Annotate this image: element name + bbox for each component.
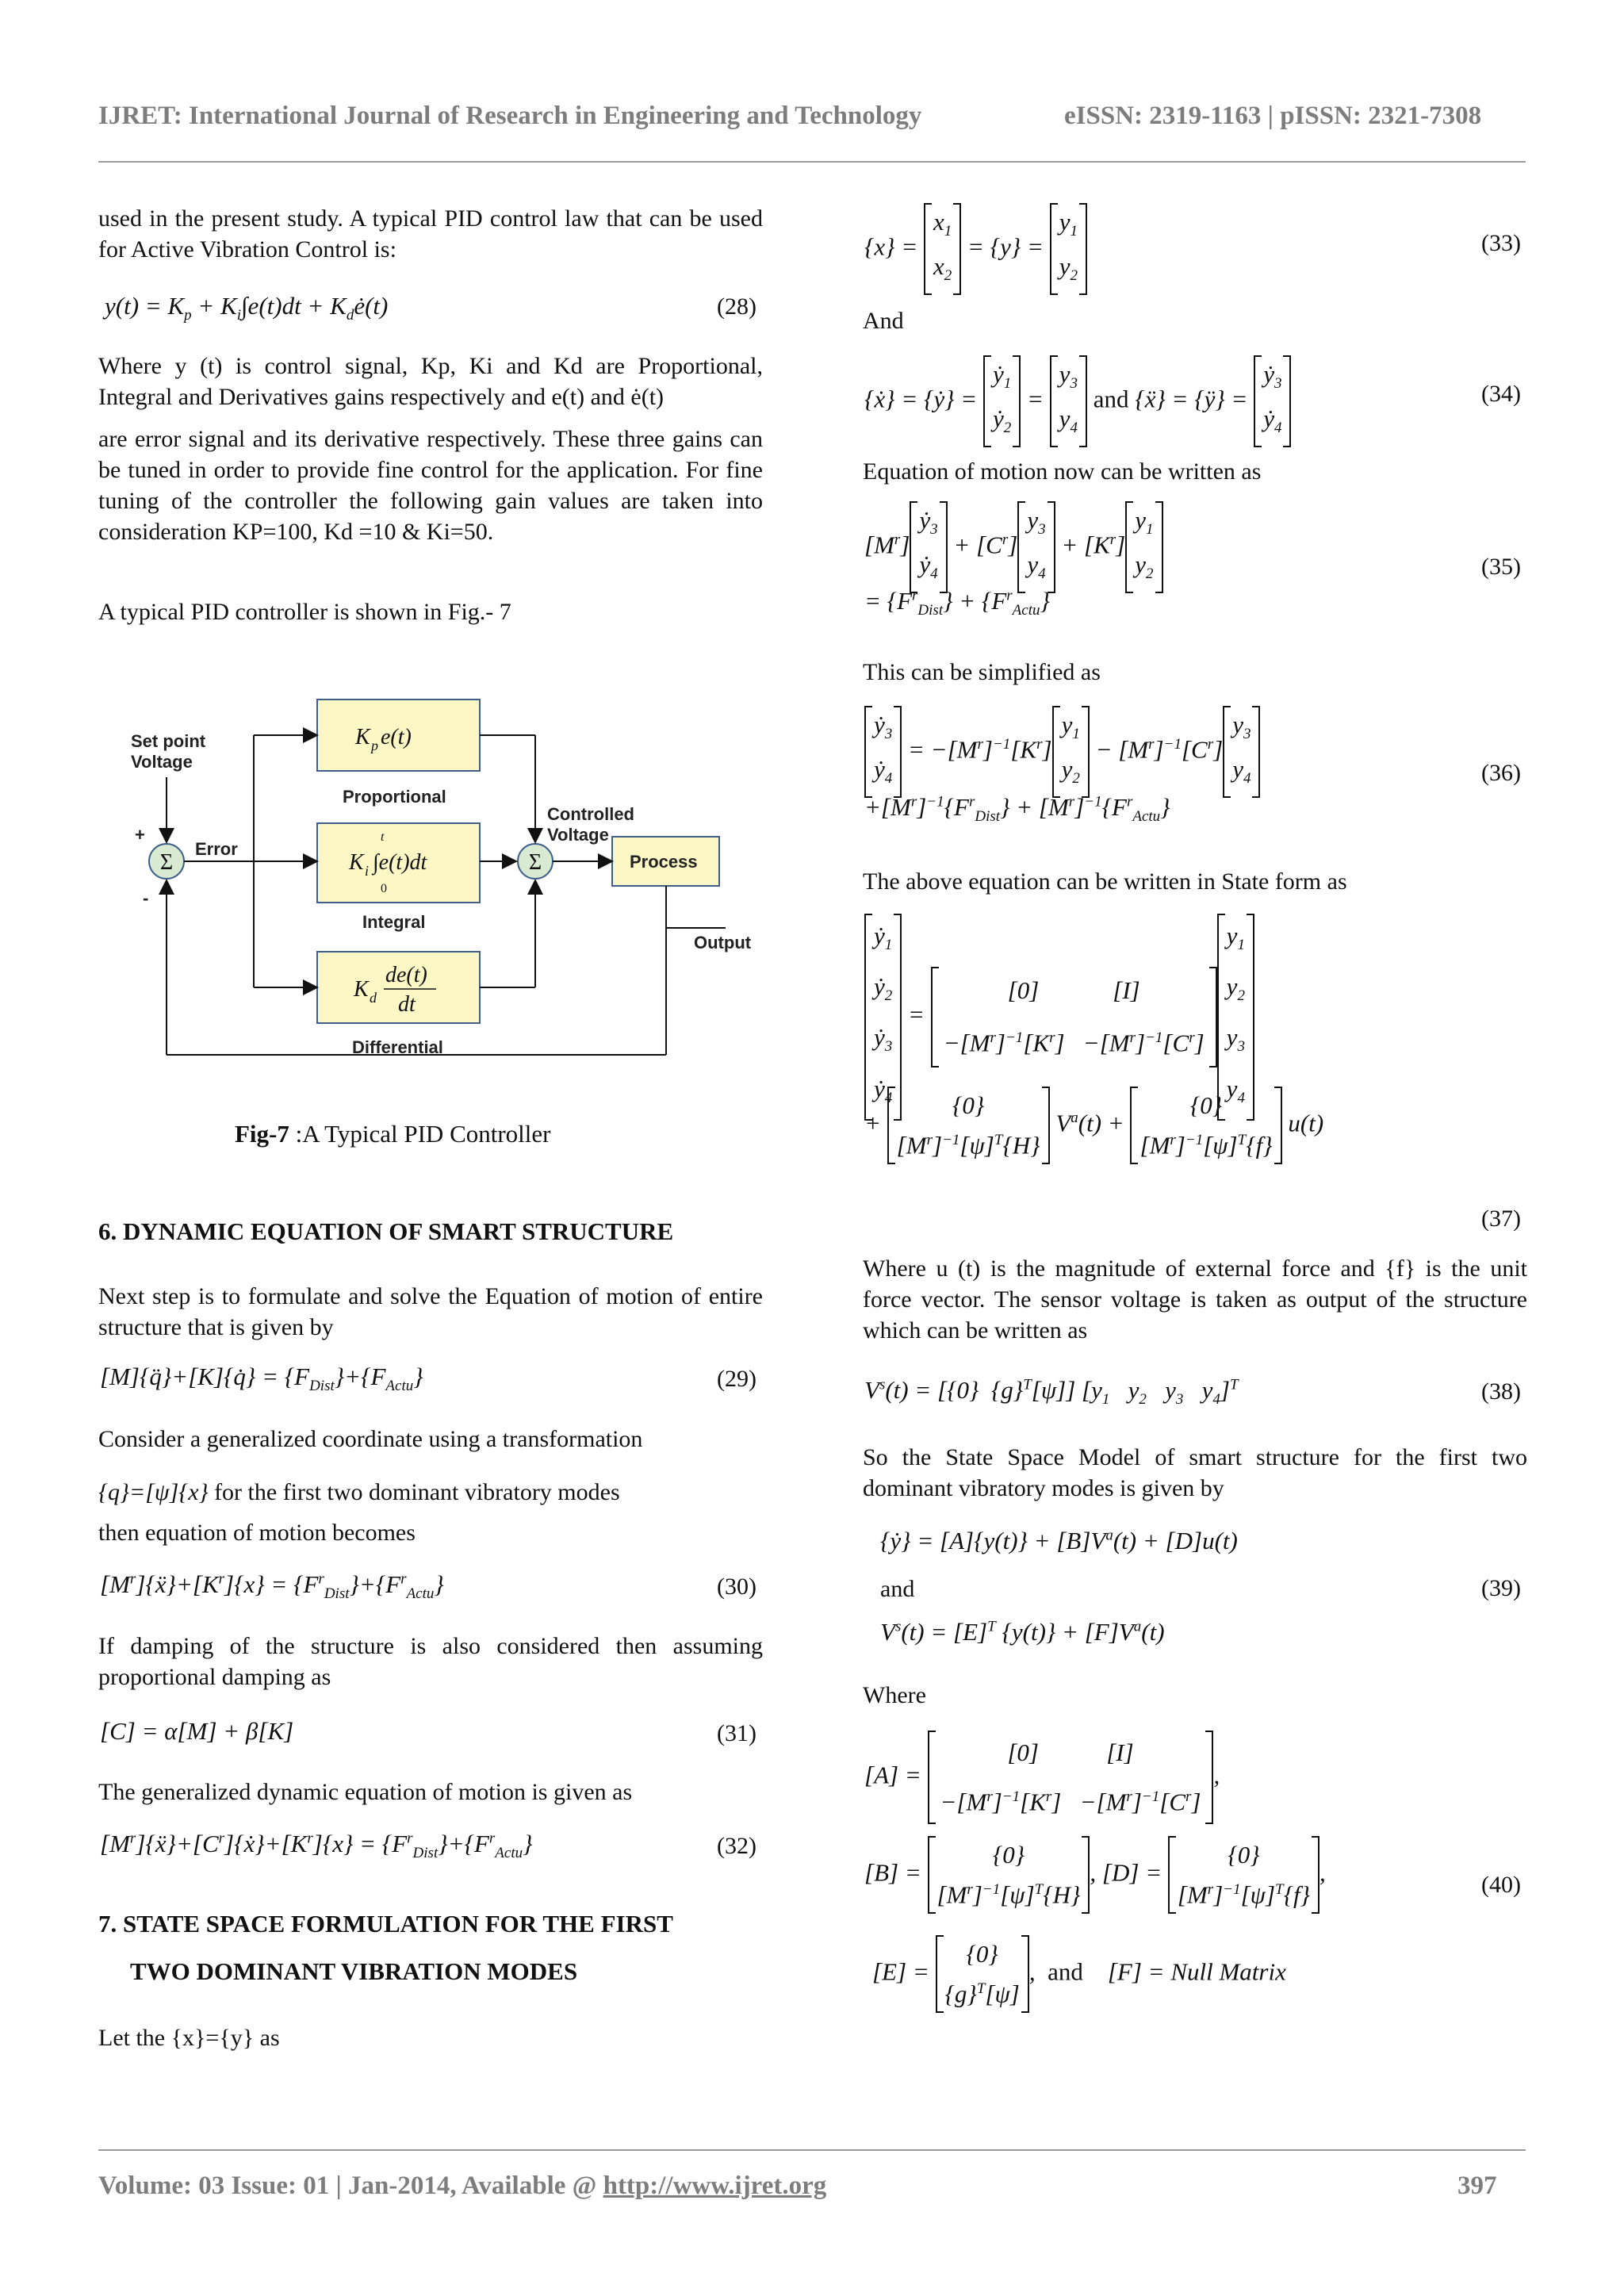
equation-35-number: (35) — [1481, 554, 1521, 580]
equation-32-number: (32) — [717, 1833, 756, 1859]
error-label: Error — [195, 839, 238, 859]
kd-denominator: dt — [398, 992, 416, 1017]
equation-40-number: (40) — [1481, 1872, 1521, 1898]
set-point-voltage-label: Voltage — [131, 752, 193, 772]
equation-39-and: and — [880, 1576, 915, 1602]
equation-34: {ẋ} = {ẏ} = ẏ$_1$ ẏ$_2$ = $y_3$ $y_4$ and {ẍ} = {ÿ} = ẏ$_3$ ẏ$_4$ — [864, 355, 1291, 447]
paragraph-8: The generalized dynamic equation of motion is given as — [98, 1779, 633, 1805]
equation-36: ẏ$_3$ ẏ$_4$ = $-[M^r]^{-1}[K^r]$ $y_1$ $y_2$ − $[M^r]^{-1}[C^r]$ $y_3$ $y_4$ — [864, 706, 1260, 798]
equation-28: $y(t) = K_p + K_i\int e(t)dt$ + $K_dė(t)$ — [105, 292, 389, 324]
paragraph-2a: Where y (t) is control signal, Kp, Ki and Kd are Proportional, Integral and Derivatives gains respectively and e(t) and ė(t) — [98, 353, 763, 410]
and-word: and — [1093, 385, 1129, 413]
kd-subscript: d — [370, 990, 377, 1006]
ki-expression: ∫e(t)dt — [373, 850, 427, 875]
paragraph-7: If damping of the structure is also considered then assuming proportional damping as — [98, 1633, 763, 1690]
footer-volume-text: Volume: 03 Issue: 01 | Jan-2014, Available @ — [98, 2171, 603, 2200]
set-point-label: Set point — [131, 731, 206, 751]
minus-sign: - — [143, 888, 149, 908]
controlled-label: Controlled — [547, 804, 634, 824]
equation-38-number: (38) — [1481, 1378, 1521, 1405]
equation-40-ef: [E] = {0} $\{g\}^T[\psi]$ , and [F] = Null Matrix — [872, 1935, 1286, 2013]
equation-33: {x} = $x_1$ $x_2$ = {y} = $y_1$ $y_2$ — [864, 203, 1087, 295]
plus-sign: + — [135, 825, 145, 845]
integral-label: Integral — [362, 912, 426, 932]
journal-title: IJRET: International Journal of Research in Engineering and Technology — [98, 102, 922, 130]
equation-39a: {ẏ} = $[A]\{y(t)\} + [B]V^a(t) + [D]u(t)$ — [880, 1527, 1238, 1554]
equation-31-number: (31) — [717, 1720, 756, 1746]
header-rule — [98, 161, 1526, 163]
kd-symbol: K — [354, 977, 369, 1002]
equation-29-number: (29) — [717, 1366, 756, 1392]
paragraph-6c: then equation of motion becomes — [98, 1520, 416, 1546]
footer-rule — [98, 2149, 1526, 2151]
equation-33-number: (33) — [1481, 230, 1521, 256]
paragraph-4: Next step is to formulate and solve the Equation of motion of entire structure that is given by — [98, 1283, 763, 1340]
paragraph-3: A typical PID controller is shown in Fig.- 7 — [98, 599, 511, 625]
ki-subscript: i — [365, 863, 370, 879]
issn: eISSN: 2319-1163 | pISSN: 2321-7308 — [1064, 102, 1482, 130]
process-label: Process — [630, 852, 698, 872]
differential-label: Differential — [352, 1037, 443, 1057]
paragraph-5: Consider a generalized coordinate using a transformation — [98, 1426, 643, 1452]
equation-40-a: [A] = [0] [I] $-[M^r]^{-1}[K^r] -[M^r]^{-1}[C^r]$ , — [864, 1731, 1220, 1824]
kp-expression: e(t) — [381, 725, 412, 749]
paragraph-14: So the State Space Model of smart structure for the first two dominant vibratory modes is given by — [863, 1444, 1527, 1501]
output-label: Output — [694, 933, 752, 953]
paragraph-13: Where u (t) is the magnitude of external force and {f} is the unit force vector. The sensor voltage is taken as output of the structure which can be written as — [863, 1255, 1527, 1343]
equation-40-bd: [B] = {0} $[M^r]^{-1}[\psi]^T\{H\}$ , [D] = {0} $[M^r]^{-1}[\psi]^T\{f\}$ , — [864, 1836, 1326, 1914]
equation-29: [M]{q̈}+[K]{q̇} = $\{F_{Dist}\}+\{F_{Actu}\}$ — [100, 1363, 423, 1395]
paragraph-10: Equation of motion now can be written as — [863, 458, 1262, 485]
equation-35: $[M^r]$ ẏ$_3$ ẏ$_4$ + $[C^r]$ $y_3$ $y_4$ + $[K^r]$ $y_1$ $y_2$ — [864, 501, 1163, 593]
paragraph-6: {q}=[ψ]{x} for the first two dominant vibratory modes — [98, 1479, 620, 1505]
equation-37-number: (37) — [1481, 1205, 1521, 1232]
and-word-2: and — [1048, 1957, 1083, 1986]
footer-url-link[interactable]: http://www.ijret.org — [603, 2171, 827, 2200]
section-7-heading: 7. STATE SPACE FORMULATION FOR THE FIRST — [98, 1910, 673, 1938]
figure-label: Fig-7 — [235, 1120, 289, 1148]
kp-symbol: K — [355, 725, 370, 749]
section-6-heading: 6. DYNAMIC EQUATION OF SMART STRUCTURE — [98, 1217, 674, 1245]
and-text-1: And — [863, 308, 904, 334]
equation-39b: $V^s(t) = [E]^T$ $\{y(t)\} + [F]V^a(t)$ — [880, 1618, 1165, 1646]
page-number: 397 — [1457, 2171, 1497, 2200]
equation-32: $[M^r]\{ẍ\}+[C^r]\{ẋ\}+[K^r]\{x\} = \{F^r_{Dist}\}+\{F^r_{Actu}\}$ — [100, 1830, 533, 1862]
equation-37-cont: + {0} $[M^r]^{-1}[\psi]^T\{H\}$ $V^a(t)$ + {0} $[M^r]^{-1}[\psi]^T\{f\}$ u(t) — [864, 1087, 1323, 1164]
controlled-voltage-label: Voltage — [547, 825, 609, 845]
proportional-label: Proportional — [343, 787, 446, 807]
footer-volume — [98, 2171, 826, 2201]
equation-39-number: (39) — [1481, 1575, 1521, 1601]
equation-37: ẏ$_1$ ẏ$_2$ ẏ$_3$ ẏ$_4$ = [0] [I] $-[M^r]^{-1}[K^r] -[M^r]^{-1}[C^r]$ $y_1$ $y_2$ $y_3$ $y_4$ — [864, 914, 1254, 1121]
kp-subscript: p — [371, 738, 378, 753]
equation-36-number: (36) — [1481, 760, 1521, 786]
where-text: Where — [863, 1682, 926, 1708]
paragraph-12: The above equation can be written in State form as — [863, 868, 1347, 895]
kd-numerator: de(t) — [385, 963, 427, 987]
paragraph-1: used in the present study. A typical PID control law that can be used for Active Vibration Control is: — [98, 205, 763, 263]
equation-28-number: (28) — [717, 293, 756, 320]
sigma-symbol: Σ — [528, 850, 542, 875]
paragraph-6-text: for the first two dominant vibratory modes — [208, 1479, 620, 1505]
equation-38: $V^s(t) = [\{0\}$ $\{g\}^T[\psi]$] [$y_1$ $y_2$ $y_3$ $y_4]^T$ — [864, 1376, 1239, 1409]
sigma-symbol: Σ — [159, 850, 174, 875]
paragraph-9: Let the {x}={y} as — [98, 2025, 280, 2051]
ki-upper-limit: t — [381, 830, 385, 844]
ki-symbol: K — [349, 850, 364, 875]
section-7-heading-cont: TWO DOMINANT VIBRATION MODES — [130, 1957, 578, 1985]
equation-36-cont: $+[M^r]^{-1}\{F^r_{Dist}\} + [M^r]^{-1}\{F^r_{Actu}\}$ — [864, 793, 1170, 826]
ki-lower-limit: 0 — [381, 882, 387, 895]
paragraph-11: This can be simplified as — [863, 659, 1101, 685]
figure-caption-text: :A Typical PID Controller — [289, 1120, 551, 1148]
equation-34-number: (34) — [1481, 381, 1521, 407]
equation-31: [C] = α[M] + β[K] — [100, 1717, 294, 1745]
figure-caption — [235, 1120, 551, 1148]
equation-30: $[M^r]\{ẍ\}+[K^r]\{x\} = \{F^r_{Dist}\}+\{F^r_{Actu}\}$ — [100, 1570, 444, 1603]
equation-35-rhs: = $\{F^r_{Dist}\} + \{F^r_{Actu}\}$ — [864, 587, 1050, 619]
null-matrix-text: Null Matrix — [1170, 1957, 1286, 1986]
equation-30-number: (30) — [717, 1573, 756, 1600]
pid-controller-diagram — [119, 690, 752, 1071]
paragraph-2b: are error signal and its derivative respectively. These three gains can be tuned in order to provide fine control for the application. For fine tuning of the controller the following gain values are taken into consideration KP=100, Kd =10 & Ki=50. — [98, 426, 763, 545]
